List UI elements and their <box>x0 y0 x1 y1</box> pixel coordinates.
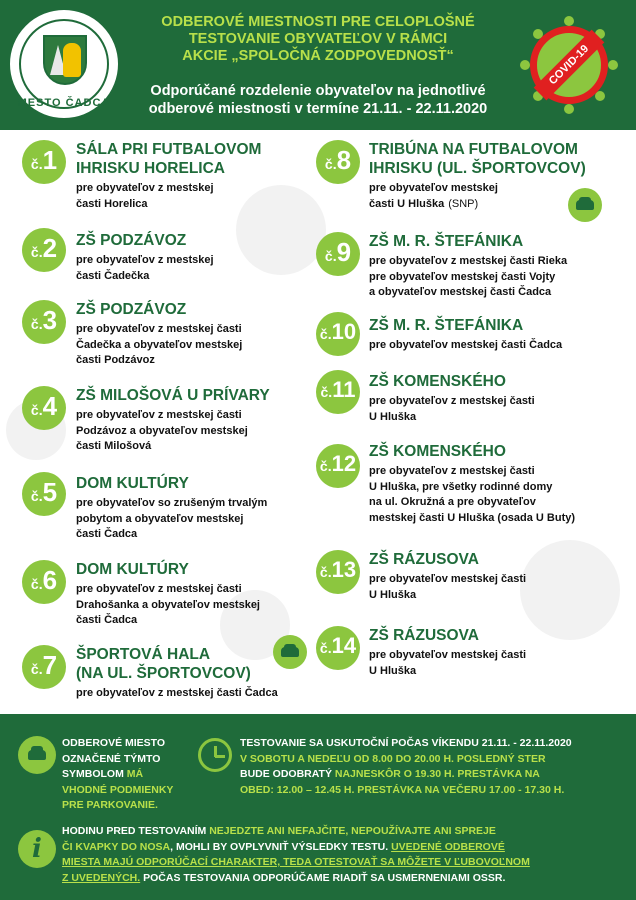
location-title <box>369 316 523 335</box>
number-prefix: č. <box>324 248 337 264</box>
location-title-line: ŠPORTOVÁ HALA <box>76 646 211 663</box>
location-number: 2 <box>42 233 58 263</box>
info-note: HODINU PRED TESTOVANÍM NEJEDZTE ANI NEFAJČITE, NEPOUŽÍVAJTE ANI SPREJE ČI KVAPKY DO NOSA, MOHLI BY OVPLYVNIŤ VÝSLEDKY TESTU. UVEDENÉ ODBEROVÉ MIESTA MAJÚ ODPORÚČACÍ CHARAKTER, TEDA OTESTOVAŤ SA MÔŽETE V ĽUBOVOĽNOM Z UVEDENÝCH. POČAS TESTOVANIA ODPORÚČAME RIADIŤ SA USMERNENIAMI OSSR. <box>62 825 530 884</box>
title-line: AKCIE „SPOLOČNÁ ZODPOVEDNOSŤ“ <box>182 48 454 64</box>
location-number: 12 <box>331 451 357 476</box>
location-description-line: pre obyvateľov z mestskej časti <box>369 395 535 407</box>
location-title <box>369 442 506 461</box>
location-title <box>76 560 189 579</box>
location-number-badge <box>22 645 66 689</box>
location-title <box>369 626 479 645</box>
location-number: 14 <box>331 633 357 658</box>
location-description-line: časti Čadečka <box>76 269 150 282</box>
city-crest-logo <box>10 10 118 118</box>
number-prefix: č. <box>319 326 332 342</box>
number-prefix: č. <box>319 640 332 656</box>
location-description-line: pre obyvateľov mestskej časti <box>369 649 527 661</box>
location-description-line: časti Čadca <box>76 528 138 540</box>
location-description-line: časti U Hluška <box>369 197 445 210</box>
number-prefix: č. <box>319 458 332 474</box>
title-line: TESTOVANIE OBYVATEĽOV V RÁMCI <box>188 31 448 47</box>
number-prefix: č. <box>324 156 337 172</box>
location-number: 6 <box>42 565 58 595</box>
crest-shield-icon <box>43 35 87 85</box>
number-prefix: č. <box>30 661 43 677</box>
location-title-line: ZŠ KOMENSKÉHO <box>369 373 506 390</box>
number-prefix: č. <box>30 402 43 418</box>
clock-icon <box>198 738 232 772</box>
location-description-line: časti Horelica <box>76 197 148 210</box>
location-description-line: pre obyvateľov z mestskej časti <box>369 465 535 477</box>
location-title <box>76 474 189 493</box>
background-virus-decoration <box>236 185 326 275</box>
location-description <box>369 181 498 212</box>
number-prefix: č. <box>30 244 43 260</box>
location-number: 3 <box>42 305 58 335</box>
location-description-line: pre obyvateľov so zrušeným trvalým <box>76 497 268 509</box>
footer-info-panel <box>0 714 636 900</box>
page-subtitle <box>120 82 516 118</box>
location-description-line: U Hluška <box>369 588 417 601</box>
background-virus-decoration <box>520 540 620 640</box>
location-description-line: pre obyvateľov z mestskej časti <box>76 583 242 595</box>
location-number-badge <box>22 560 66 604</box>
location-description-line: pre obyvateľov mestskej časti <box>369 573 527 585</box>
covid-badge-label: COVID-19 <box>534 30 605 101</box>
number-prefix: č. <box>30 576 43 592</box>
location-number: 10 <box>331 319 357 344</box>
location-title <box>76 386 270 405</box>
location-number: 7 <box>42 650 58 680</box>
title-line: ODBEROVÉ MIESTNOSTI PRE CELOPLOŠNÉ <box>161 14 475 30</box>
location-description-line: pre obyvateľov z mestskej časti Rieka <box>369 255 568 267</box>
number-prefix: č. <box>30 156 43 172</box>
location-description-line: pre obyvateľov z mestskej časti <box>76 323 242 335</box>
location-description <box>76 408 248 455</box>
location-title-line: DOM KULTÚRY <box>76 475 189 492</box>
location-title <box>76 300 186 319</box>
location-title-line: ZŠ RÁZUSOVA <box>369 627 479 644</box>
location-description-line: mestskej časti U Hluška (osada U Buty) <box>369 511 576 524</box>
location-title <box>76 645 251 683</box>
location-description <box>76 496 267 543</box>
location-description-line: pre obyvateľov mestskej <box>369 182 498 194</box>
info-icon: i <box>18 830 56 868</box>
location-number-badge <box>316 312 360 356</box>
location-description <box>369 394 535 425</box>
location-description-line: pre obyvateľov z mestskej <box>76 182 214 194</box>
location-number: 5 <box>42 477 58 507</box>
location-number-badge <box>316 626 360 670</box>
location-description-line: Čadečka a obyvateľov mestskej <box>76 338 243 351</box>
location-description-line: pre obyvateľov z mestskej <box>76 254 214 266</box>
location-title-line: SÁLA PRI FUTBALOVOM <box>76 141 262 158</box>
location-description <box>76 253 214 284</box>
location-description <box>369 464 575 526</box>
location-description-line: časti Podzávoz <box>76 354 155 366</box>
location-title-line: ZŠ PODZÁVOZ <box>76 232 187 249</box>
location-number: 13 <box>331 557 357 582</box>
subtitle-line: odberové miestnosti v termíne 21.11. - 22.11.2020 <box>148 101 488 117</box>
location-number-badge <box>22 140 66 184</box>
location-description-line: časti Čadca <box>76 614 138 626</box>
location-number-badge <box>316 140 360 184</box>
schedule-note: TESTOVANIE SA USKUTOČNÍ POČAS VÍKENDU 21.11. - 22.11.2020 V SOBOTU A NEDEĽU OD 8.00 DO 20.00 H. POSLEDNÝ STER BUDE ODOBRATÝ NAJNESKÔR O 19.30 H. PRESTÁVKA NA OBED: 12.00 – 12.45 H. PRESTÁVKA NA VEČERU 17.00 - 17.30 H. <box>240 737 572 796</box>
location-title <box>369 140 586 178</box>
location-description-line: pre obyvateľov mestskej časti Čadca <box>369 339 563 351</box>
location-title-line: ZŠ PODZÁVOZ <box>76 301 187 318</box>
location-number: 4 <box>42 391 58 421</box>
parking-car-icon <box>568 188 602 222</box>
location-description <box>369 572 526 603</box>
location-description <box>369 254 567 301</box>
location-title <box>369 550 479 569</box>
location-title-line: (NA UL. ŠPORTOVCOV) <box>76 665 251 682</box>
location-title-line: IHRISKU HORELICA <box>76 160 225 177</box>
location-number-badge <box>316 370 360 414</box>
location-title-line: ZŠ M. R. ŠTEFÁNIKA <box>369 317 524 334</box>
location-number-badge <box>316 232 360 276</box>
location-number: 8 <box>336 145 352 175</box>
location-description <box>76 686 278 702</box>
location-description-line: U Hluška <box>369 664 417 677</box>
location-description-line: pre obyvateľov mestskej časti Vojty <box>369 270 556 283</box>
covid-19-prohibition-icon <box>520 16 618 114</box>
number-prefix: č. <box>320 384 333 400</box>
header-banner <box>0 0 636 130</box>
location-title <box>76 231 186 250</box>
location-description-line: U Hluška, pre všetky rodinné domy <box>369 480 553 493</box>
location-description-line: pre obyvateľov z mestskej časti <box>76 409 242 421</box>
parking-car-icon <box>18 736 56 774</box>
location-title-line: IHRISKU (UL. ŠPORTOVCOV) <box>369 160 586 177</box>
location-description <box>369 648 526 679</box>
location-description-line: pre obyvateľov z mestskej časti Čadca <box>76 687 278 699</box>
location-description-line: časti Milošová <box>76 440 152 452</box>
location-number-badge <box>22 228 66 272</box>
location-description <box>76 181 214 212</box>
location-description-line: Podzávoz a obyvateľov mestskej <box>76 424 248 437</box>
location-title <box>76 140 261 178</box>
location-title-line: ZŠ M. R. ŠTEFÁNIKA <box>369 233 524 250</box>
location-number-badge <box>316 444 360 488</box>
location-description <box>76 322 242 369</box>
page-title <box>130 14 506 65</box>
location-description <box>76 582 260 629</box>
location-description-line: U Hluška <box>369 410 417 423</box>
location-title <box>369 232 523 251</box>
subtitle-line: Odporúčané rozdelenie obyvateľov na jednotlivé <box>150 83 486 99</box>
location-description <box>369 338 562 354</box>
location-number-badge <box>22 386 66 430</box>
location-description-note: (SNP) <box>448 197 479 210</box>
location-title-line: TRIBÚNA NA FUTBALOVOM <box>369 141 578 158</box>
location-number-badge <box>316 550 360 594</box>
location-number: 11 <box>332 377 356 402</box>
crest-text: MESTO ČADCA <box>17 97 111 109</box>
location-number-badge <box>22 472 66 516</box>
location-description-line: Drahošanka a obyvateľov mestskej <box>76 598 260 611</box>
location-number-badge <box>22 300 66 344</box>
number-prefix: č. <box>30 316 43 332</box>
location-description-line: na ul. Okružná a pre obyvateľov <box>369 496 536 508</box>
location-title-line: ZŠ RÁZUSOVA <box>369 551 479 568</box>
location-title-line: DOM KULTÚRY <box>76 561 189 578</box>
location-title-line: ZŠ MILOŠOVÁ U PRÍVARY <box>76 387 270 404</box>
parking-note: ODBEROVÉ MIESTO OZNAČENÉ TÝMTO SYMBOLOM MÁ VHODNÉ PODMIENKY PRE PARKOVANIE. <box>62 737 174 811</box>
location-title-line: ZŠ KOMENSKÉHO <box>369 443 506 460</box>
number-prefix: č. <box>30 488 43 504</box>
location-title <box>369 372 506 391</box>
location-number: 9 <box>336 237 352 267</box>
parking-car-icon <box>273 635 307 669</box>
number-prefix: č. <box>319 564 332 580</box>
location-description-line: pobytom a obyvateľov mestskej <box>76 512 244 525</box>
location-description-line: a obyvateľov mestskej časti Čadca <box>369 286 552 298</box>
location-number: 1 <box>42 145 58 175</box>
